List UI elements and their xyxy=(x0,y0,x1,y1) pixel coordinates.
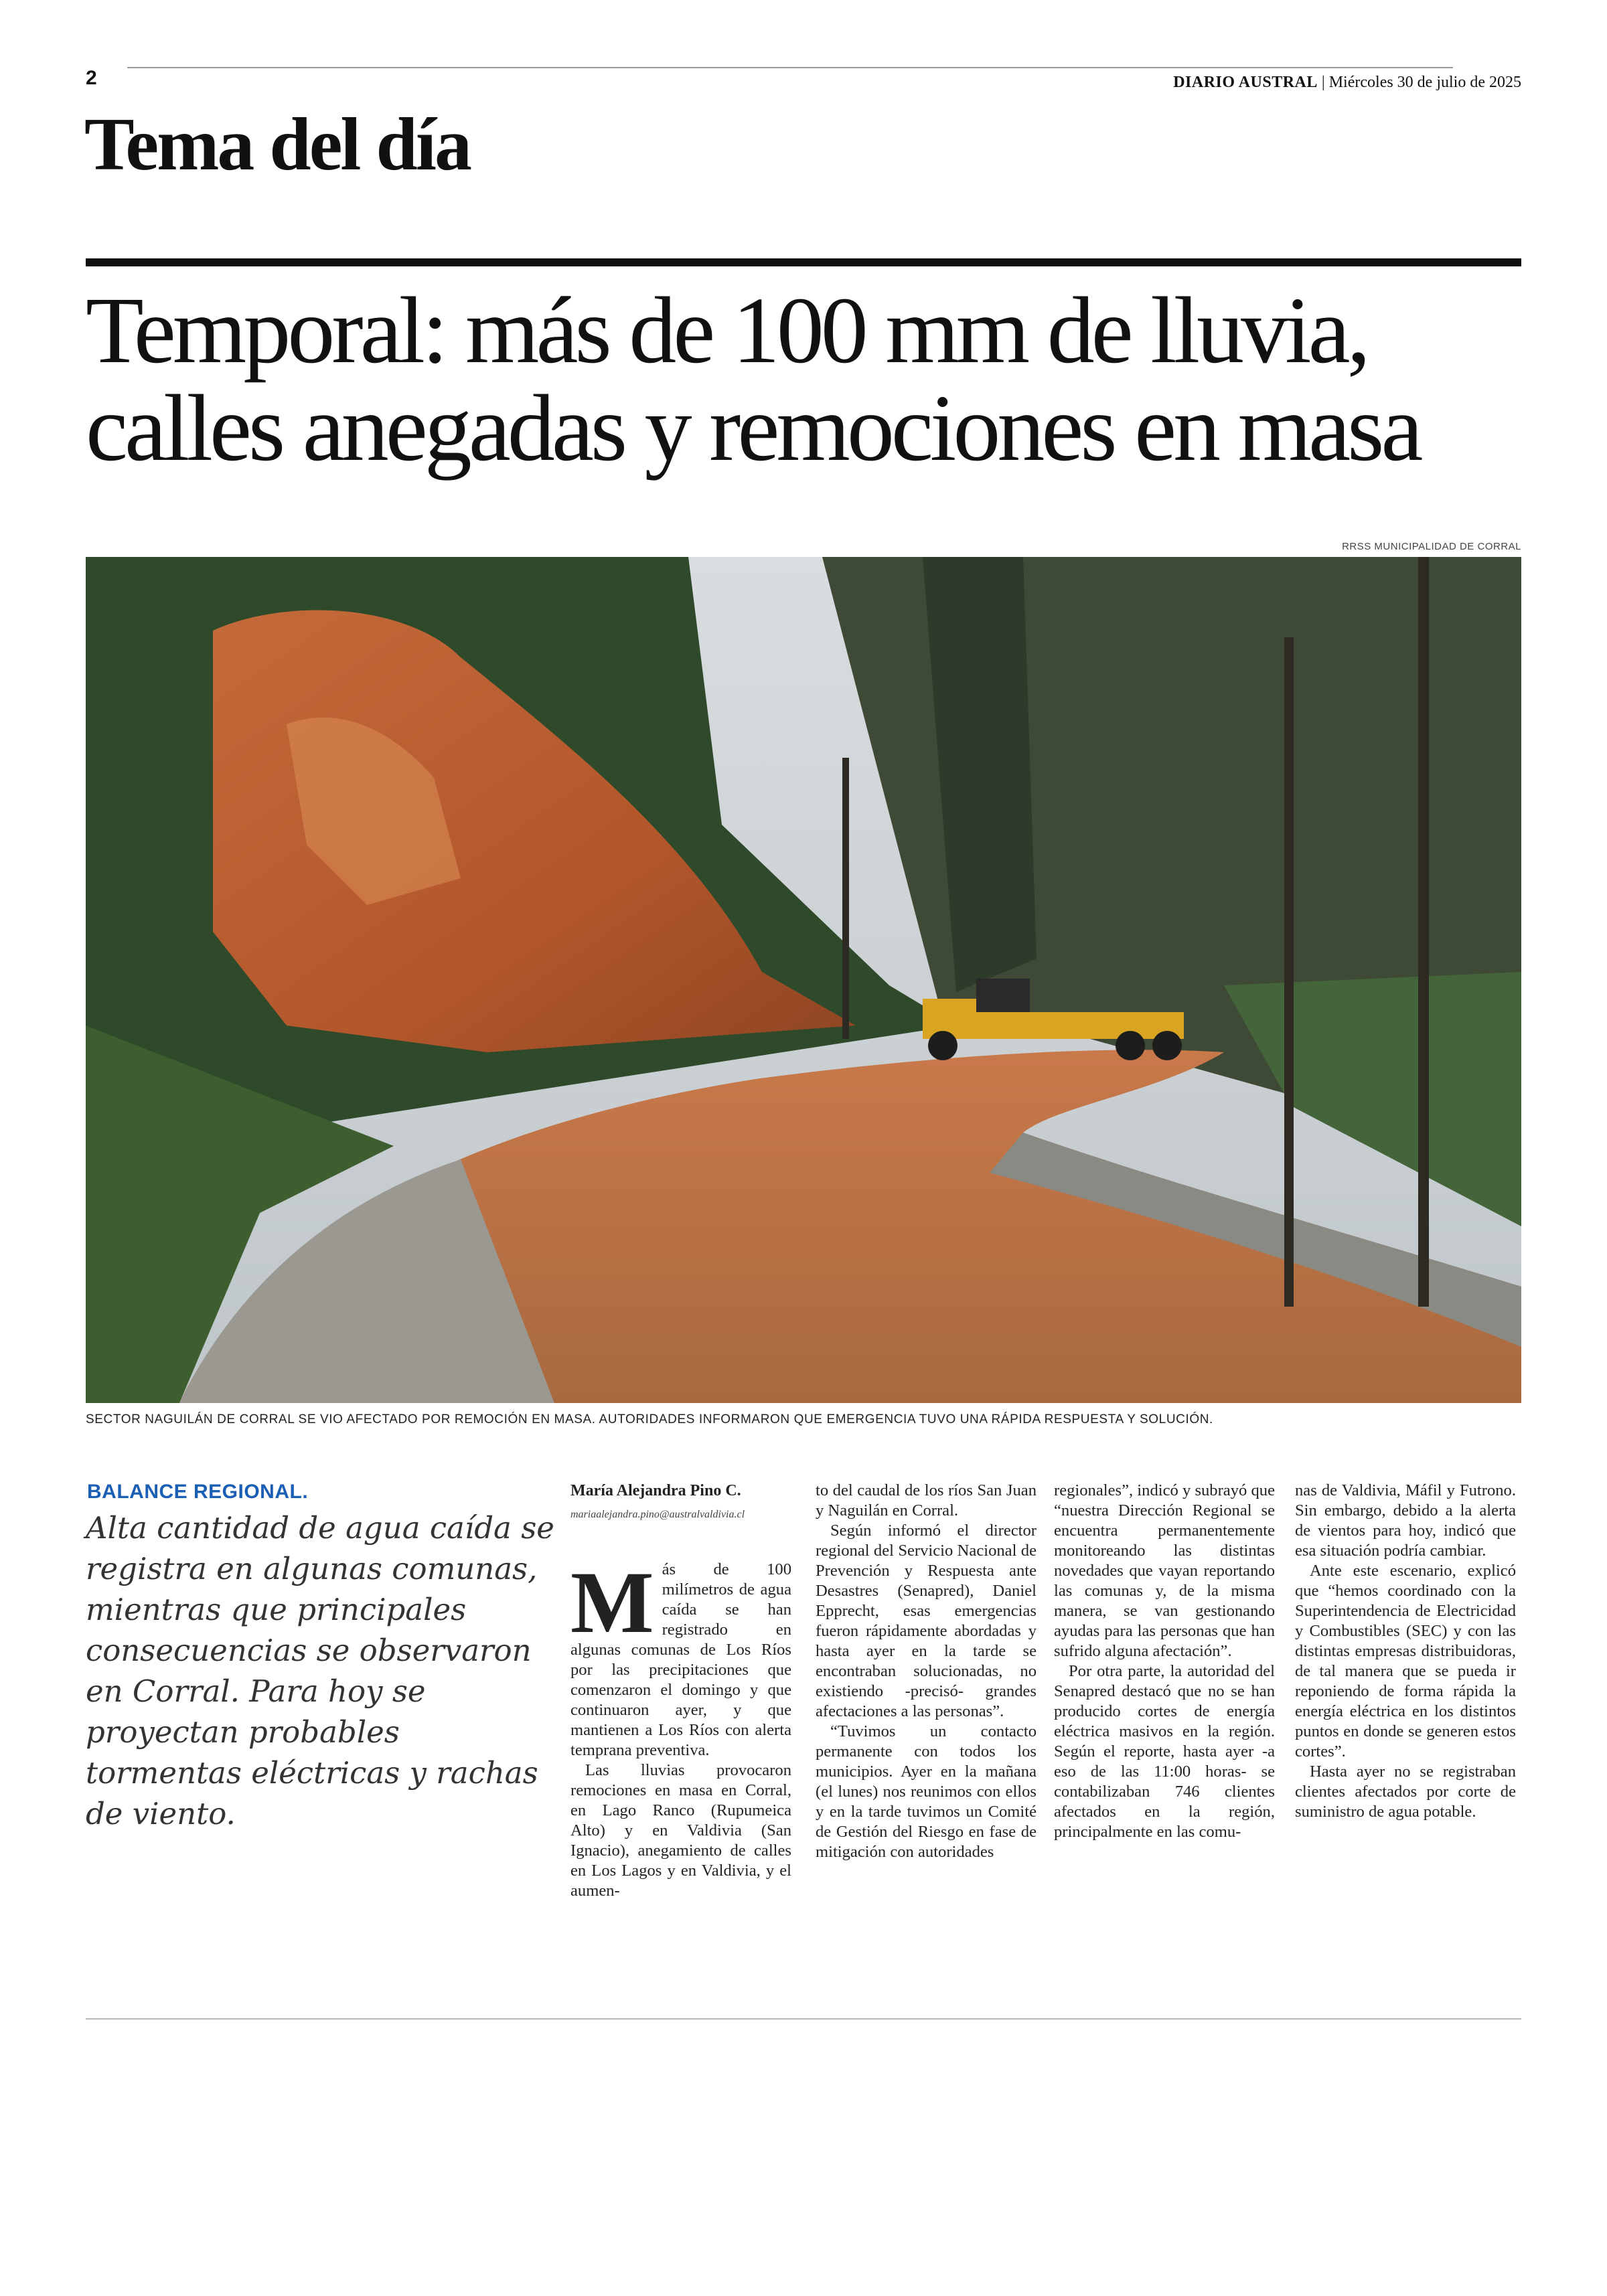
article-paragraph: Según informó el director regional del Servicio Nacional de Prevención y Respuesta ante Desastres (Senapred), Daniel Epprecht, esas emergencias fueron rápidamente abordadas y hasta ayer en la tarde se encontraban solucionadas, no existiendo -precisó- grandes afectaciones a las personas”. xyxy=(816,1522,1037,1720)
article-paragraph: Hasta ayer no se registraban clientes afectados por corte de suministro de agua potable. xyxy=(1295,1762,1516,1821)
article-column-2 xyxy=(816,1481,1037,1862)
article-paragraph: Las lluvias provocaron remociones en masa en Corral, en Lago Ranco (Rupumeica Alto) y en Valdivia (San Ignacio), anegamiento de calles en Los Lagos y en Valdivia, y el aumen- xyxy=(570,1761,791,1900)
top-rule xyxy=(127,67,1453,68)
article-column-1 xyxy=(570,1481,791,1901)
article-paragraph: regionales”, indicó y subrayó que “nuestra Dirección Regional se encuentra permanentemente monitoreando las distintas novedades que vayan reportando las comunas y, de la misma manera, se van gestionando ayudas para las personas que han sufrido alguna afectación”. xyxy=(1054,1481,1275,1660)
author-name: María Alejandra Pino C. xyxy=(570,1482,741,1499)
page-number: 2 xyxy=(86,67,97,89)
lead-paragraph: Alta cantidad de agua caída se registra en algunas comunas, mientras que principales consecuencias se observaron en Corral. Para hoy se proyectan probables tormentas eléctricas y rachas de viento. xyxy=(86,1510,554,1831)
article-paragraph xyxy=(570,1553,791,1760)
issue-date: Miércoles 30 de julio de 2025 xyxy=(1328,74,1521,91)
article-paragraph: Por otra parte, la autoridad del Senapred destacó que no se han producido cortes de energía eléctrica masivos en la región. Según el reporte, hasta ayer -a eso de las 11:00 horas- se contabilizaban 746 clientes afectados en la región, principalmente en las comu- xyxy=(1054,1662,1275,1841)
bottom-rule xyxy=(86,2018,1521,2020)
paragraph-text: ás de 100 milímetros de agua caída se han registrado en algunas comunas de Los Ríos por las precipitaciones que comenzaron el domingo y que continuaron ayer, y que mantienen a Los Ríos con alerta temprana preventiva. xyxy=(570,1560,791,1759)
section-rule xyxy=(86,258,1521,266)
article-paragraph: to del caudal de los ríos San Juan y Naguilán en Corral. xyxy=(816,1481,1037,1520)
headline-line-1: Temporal: más de 100 mm de lluvia, xyxy=(86,277,1368,383)
headline-line-2: calles anegadas y remociones en masa xyxy=(86,375,1420,481)
section-title: Tema del día xyxy=(84,103,470,186)
masthead xyxy=(1173,74,1521,92)
headline xyxy=(86,277,1532,481)
landslide-photo xyxy=(86,557,1521,1403)
masthead-separator: | xyxy=(1317,74,1329,91)
newspaper-name: DIARIO AUSTRAL xyxy=(1173,74,1318,91)
article-paragraph: nas de Valdivia, Máfil y Futrono. Sin embargo, debido a la alerta de vientos para hoy, indicó que esa situación podría cambiar. xyxy=(1295,1481,1516,1560)
article-paragraph: “Tuvimos un contacto permanente con todos los municipios. Ayer en la mañana (el lunes) nos reunimos con ellos y en la tarde tuvimos un Comité de Gestión del Riesgo en fase de mitigación con autoridades xyxy=(816,1722,1037,1861)
author-email: mariaalejandra.pino@australvaldivia.cl xyxy=(570,1509,745,1520)
article-column-3 xyxy=(1054,1481,1275,1842)
photo-credit: RRSS MUNICIPALIDAD DE CORRAL xyxy=(1342,541,1521,552)
photo-caption: SECTOR NAGUILÁN DE CORRAL SE VIO AFECTADO POR REMOCIÓN EN MASA. AUTORIDADES INFORMARON QUE EMERGENCIA TUVO UNA RÁPIDA RESPUESTA Y SOLUCIÓN. xyxy=(86,1412,1213,1426)
article-paragraph: Ante este escenario, explicó que “hemos coordinado con la Superintendencia de Electricidad y Combustibles (SEC) y con las distintas empresas distribuidoras, de tal manera que se pueda ir reponiendo de forma rápida la energía eléctrica en los distintos puntos en donde se generen estos cortes”. xyxy=(1295,1562,1516,1760)
kicker: BALANCE REGIONAL. xyxy=(87,1481,309,1503)
article-column-4 xyxy=(1295,1481,1516,1822)
drop-cap: M xyxy=(570,1553,654,1651)
